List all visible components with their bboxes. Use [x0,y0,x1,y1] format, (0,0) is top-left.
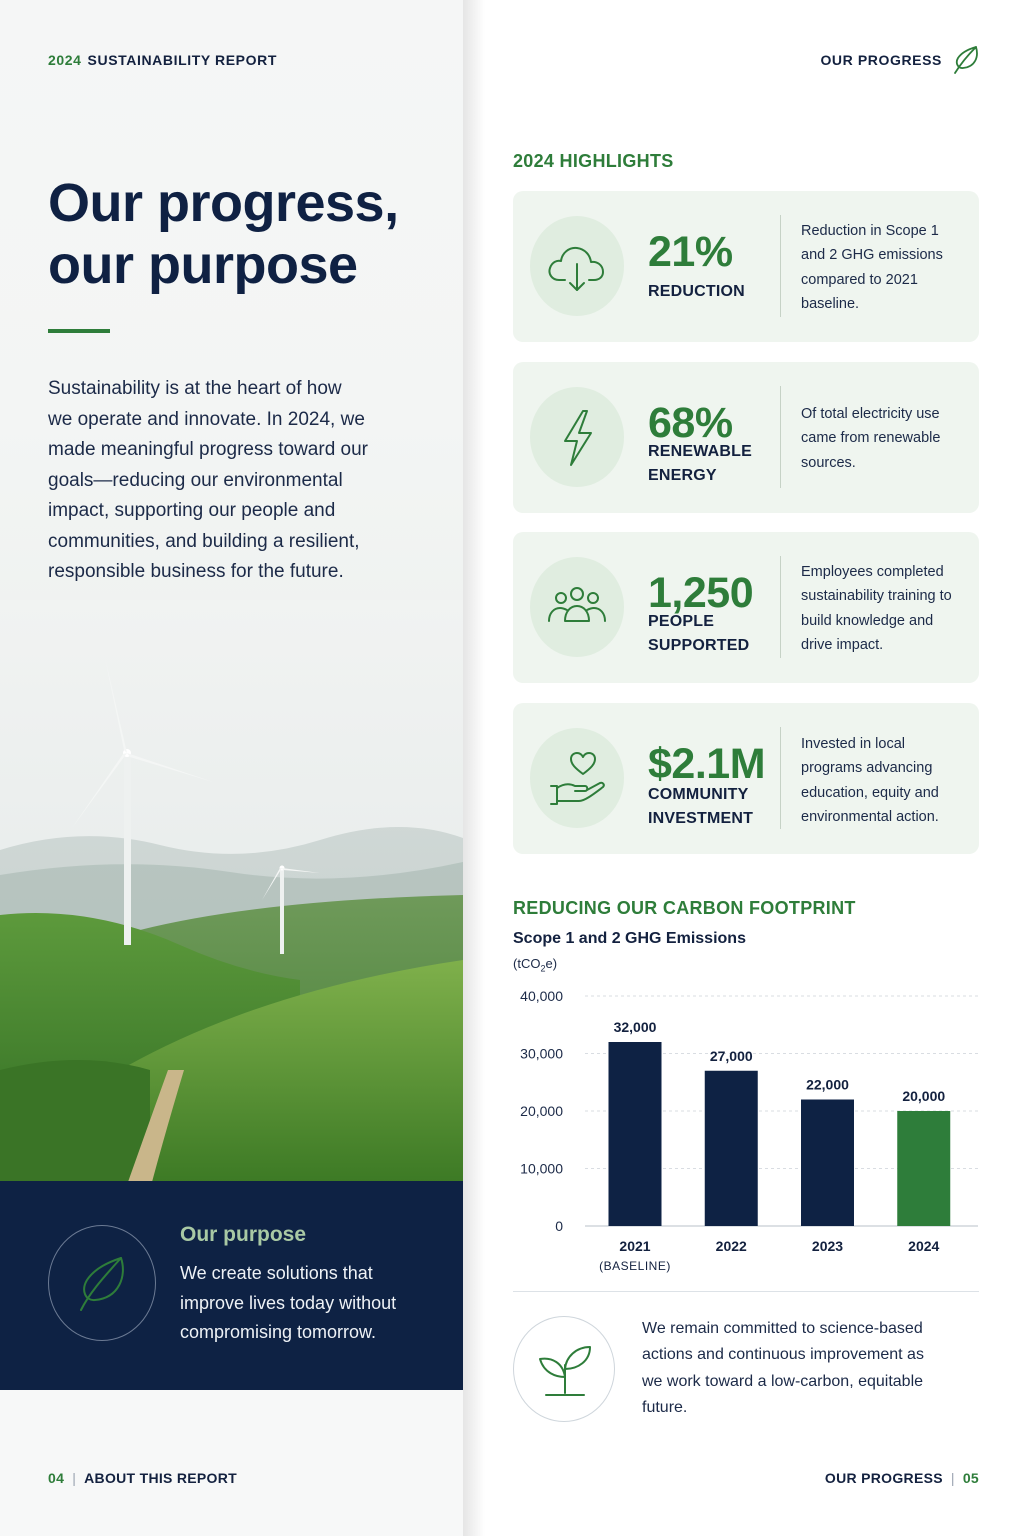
x-tick-label: 2023 [811,1238,844,1254]
highlight-description: Reduction in Scope 1 and 2 GHG emissions compared to 2021 baseline. [801,223,943,312]
report-year: 2024 [48,52,82,68]
chart-unit-subscript: 2 [540,963,546,974]
bar [609,1042,662,1226]
highlights-title: 2024 HIGHLIGHTS [513,151,674,171]
cloud-download-icon [545,234,609,298]
report-title: SUSTAINABILITY REPORT [87,52,277,68]
page-title-line-2: our purpose [48,235,358,295]
y-tick-label: 40,000 [520,988,563,1004]
closing-statement: We remain committed to science-based actions and continuous improvement as we work toward a low-carbon, equitable future. [642,1320,924,1416]
y-tick-label: 0 [555,1218,563,1234]
footer-section-right: OUR PROGRESS [824,1470,943,1486]
highlight-value: 21% [648,228,733,276]
card-divider [780,727,781,829]
x-tick-label: 2022 [715,1238,747,1254]
highlight-description: Of total electricity use came from renewable sources. [801,406,941,471]
page-number-left: 04 [48,1470,65,1486]
page-spine-shadow [463,0,485,1536]
x-tick-label: 2024 [908,1238,940,1254]
section-header: OUR PROGRESS [820,52,942,68]
left-background [0,0,463,700]
bar-value-label: 32,000 [613,1019,657,1035]
highlight-label: RENEWABLE ENERGY [648,443,753,484]
bar [705,1071,758,1226]
leaf-icon [75,1254,131,1314]
left-page [0,0,463,1536]
bar-value-label: 22,000 [806,1076,849,1093]
purpose-badge [48,1225,156,1341]
footer-left [48,1470,237,1486]
card-divider [780,556,781,658]
section-divider [513,1291,979,1292]
bar [897,1111,950,1226]
x-tick-label: 2021 [619,1238,651,1254]
report-header [48,52,277,68]
closing-badge [513,1316,615,1422]
chart-unit-label [513,956,557,974]
highlight-card [513,191,979,342]
highlight-icon-badge [530,728,624,828]
highlight-card [513,362,979,513]
card-divider [780,215,781,317]
bar-value-label: 20,000 [902,1088,946,1104]
page-title [48,172,399,296]
intro-paragraph: Sustainability is at the heart of how we operate and innovate. In 2024, we made meaningful progress toward our goals—reducing our environmental impact, supporting our people and communities, and building a resilient, responsible business for the future. [48,378,369,582]
footer-separator: | [950,1470,955,1486]
y-tick-label: 20,000 [520,1103,563,1119]
footer-separator: | [72,1470,77,1486]
purpose-title: Our purpose [180,1223,307,1246]
chart-title: Scope 1 and 2 GHG Emissions [513,930,746,947]
people-group-icon [545,575,609,639]
page-title-line-1: Our progress, [48,173,399,233]
y-tick-label: 10,000 [520,1160,563,1177]
highlight-icon-badge [530,216,624,316]
title-accent-rule [48,329,110,333]
y-tick-label: 30,000 [520,1045,563,1062]
chart-unit-prefix: (tCO [513,956,541,971]
highlight-description: Invested in local programs advancing education, equity and environmental action. [801,736,939,825]
heart-hand-icon [545,746,609,810]
purpose-text: We create solutions that improve lives today without compromising tomorrow. [180,1263,397,1342]
carbon-section-title: REDUCING OUR CARBON FOOTPRINT [513,898,856,918]
highlight-card [513,703,979,854]
bar [801,1100,854,1227]
highlight-icon-badge [530,387,624,487]
emissions-bar-chart [500,980,990,1280]
x-tick-note: (BASELINE) [599,1259,671,1273]
lightning-bolt-icon [545,405,609,469]
highlight-icon-badge [530,557,624,657]
page-number-right: 05 [962,1470,979,1486]
highlight-label: PEOPLE SUPPORTED [648,613,750,654]
chart-unit-suffix: e) [545,956,558,971]
leaf-icon [953,45,979,75]
highlight-value: $2.1M [648,740,766,788]
bar-value-label: 27,000 [709,1047,753,1064]
highlight-value: 68% [648,399,733,447]
highlight-description: Employees completed sustainability training to build knowledge and drive impact. [801,564,952,653]
sprout-icon [536,1339,594,1401]
footer-section-left: ABOUT THIS REPORT [84,1470,238,1486]
highlight-label: REDUCTION [648,283,745,300]
card-divider [780,386,781,488]
highlight-label: COMMUNITY INVESTMENT [648,786,754,827]
highlight-value: 1,250 [648,569,754,617]
purpose-panel [0,1181,463,1390]
wind-turbine-landscape-image [0,600,463,1182]
footer-right [825,1470,979,1486]
highlight-card [513,532,979,683]
